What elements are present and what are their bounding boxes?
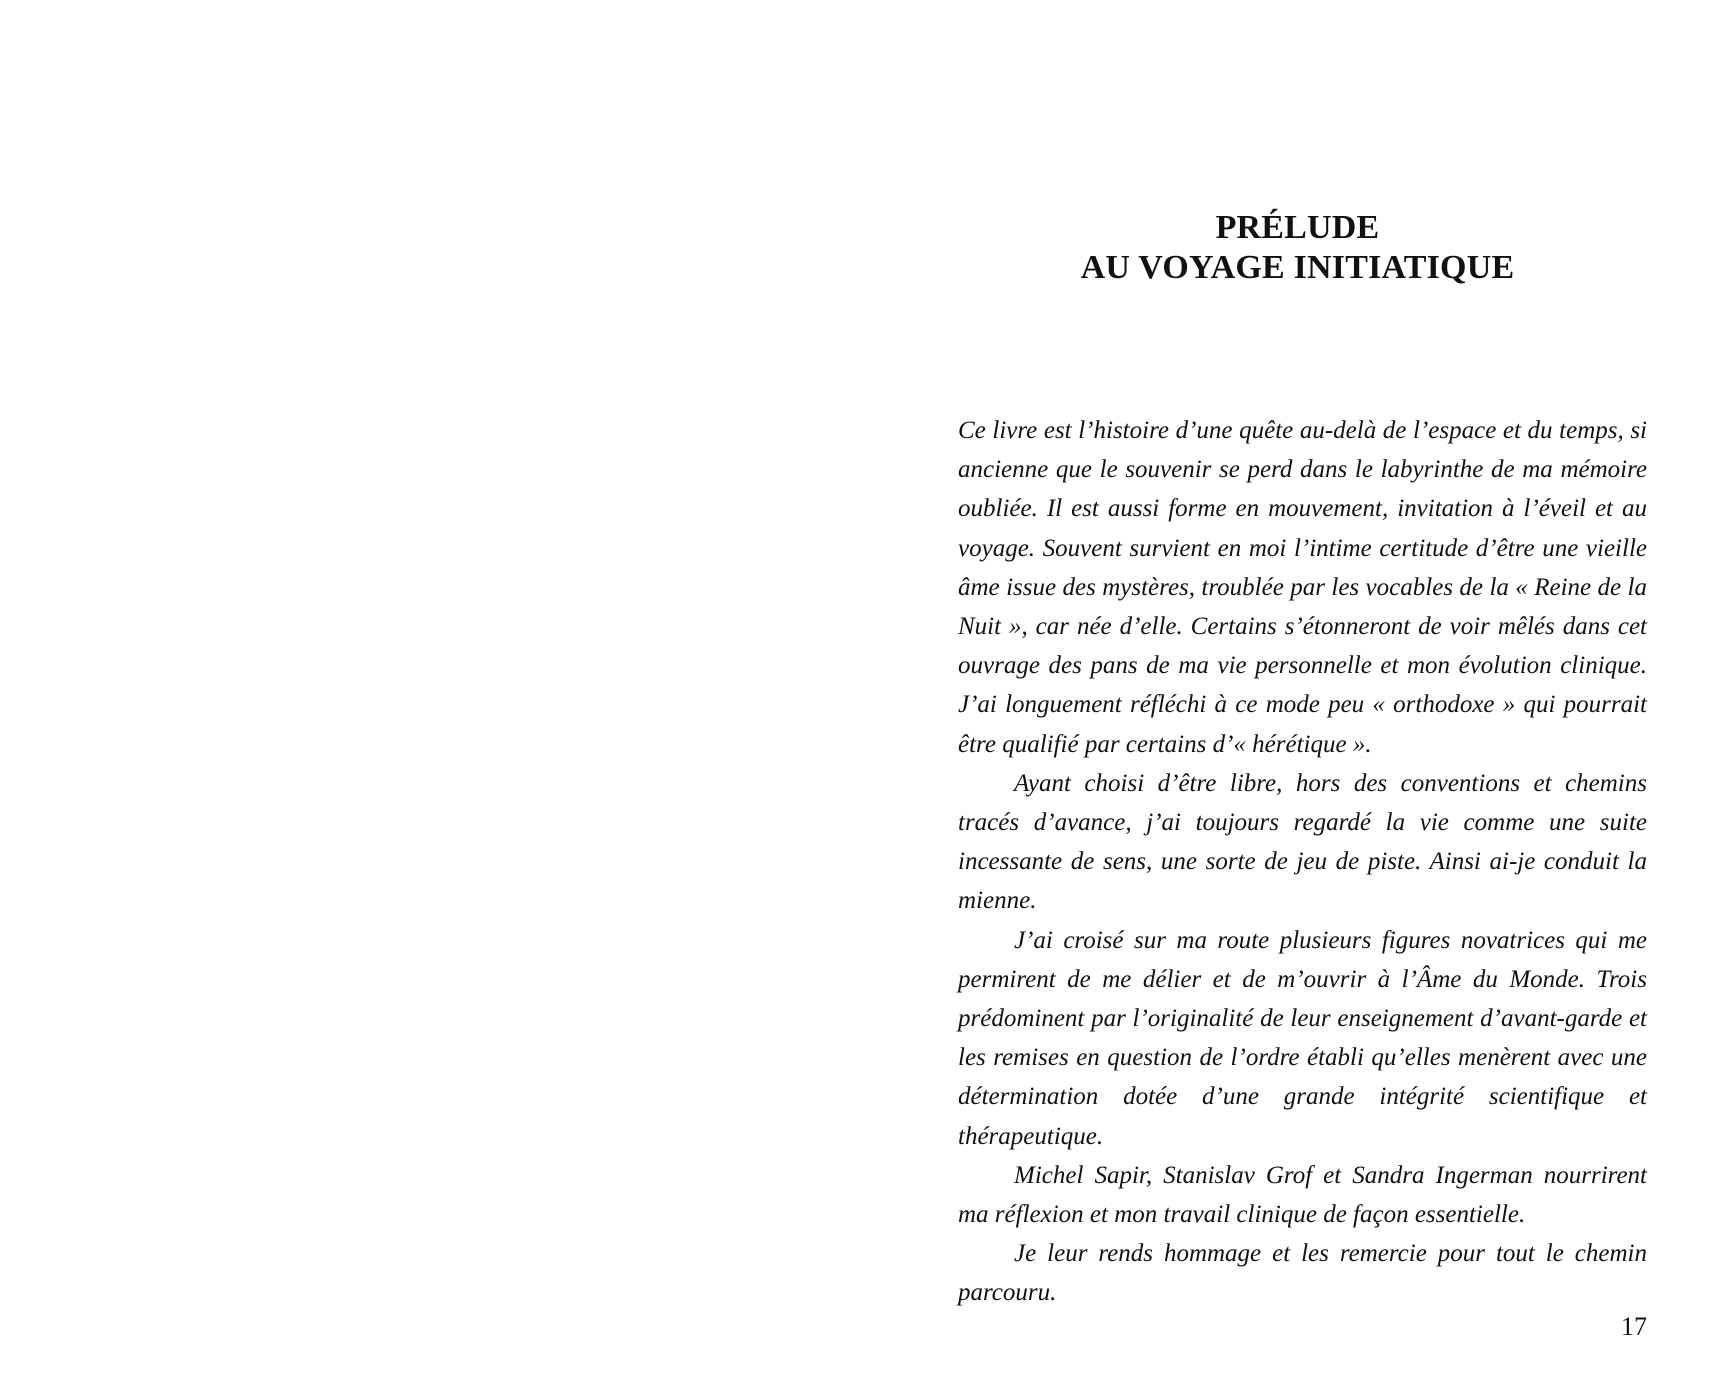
- page-number: 17: [1621, 1312, 1647, 1341]
- right-page: [865, 0, 1730, 1400]
- chapter-title-line-2: AU VOYAGE INITIATIQUE: [1080, 249, 1515, 286]
- paragraph-4: Michel Sapir, Stanislav Grof et Sandra Ingerman nourrirent ma réflexion et mon travail clinique de façon essentielle.: [958, 1161, 1647, 1229]
- body-text: [958, 411, 1647, 1313]
- paragraph-5: Je leur rends hommage et les remercie pour tout le chemin parcouru.: [958, 1240, 1647, 1307]
- paragraph-1: Ce livre est l’histoire d’une quête au-delà de l’espace et du temps, si ancienne que le souvenir se perd dans le labyrinthe de ma mémoire oubliée. Il est aussi forme en mouvement, invitation à l’éveil et au voyage. Souvent survient en moi l’intime certitude d’être une vieille âme issue des mystères, troublée par les vocables de la « Reine de la Nuit », car née d’elle. Certains s’étonneront de voir mêlés dans cet ouvrage des pans de ma vie personnelle et mon évolution clinique. J’ai longuement réfléchi à ce mode peu « orthodoxe » qui pourrait être qualifié par certains d’« hérétique ».: [958, 417, 1647, 758]
- chapter-title-line-1: PRÉLUDE: [1215, 209, 1380, 246]
- chapter-title: [865, 208, 1730, 288]
- paragraph-3: J’ai croisé sur ma route plusieurs figures novatrices qui me permirent de me délier et de m’ouvrir à l’Âme du Monde. Trois prédominent par l’originalité de leur enseignement d’avant-garde et les remises en question de l’ordre établi qu’elles menèrent avec une détermination dotée d’une grande intégrité scientifique et thérapeutique.: [958, 926, 1647, 1150]
- paragraph-2: Ayant choisi d’être libre, hors des conventions et chemins tracés d’avance, j’ai toujours regardé la vie comme une suite incessante de sens, une sorte de jeu de piste. Ainsi ai-je conduit la mienne.: [958, 769, 1647, 915]
